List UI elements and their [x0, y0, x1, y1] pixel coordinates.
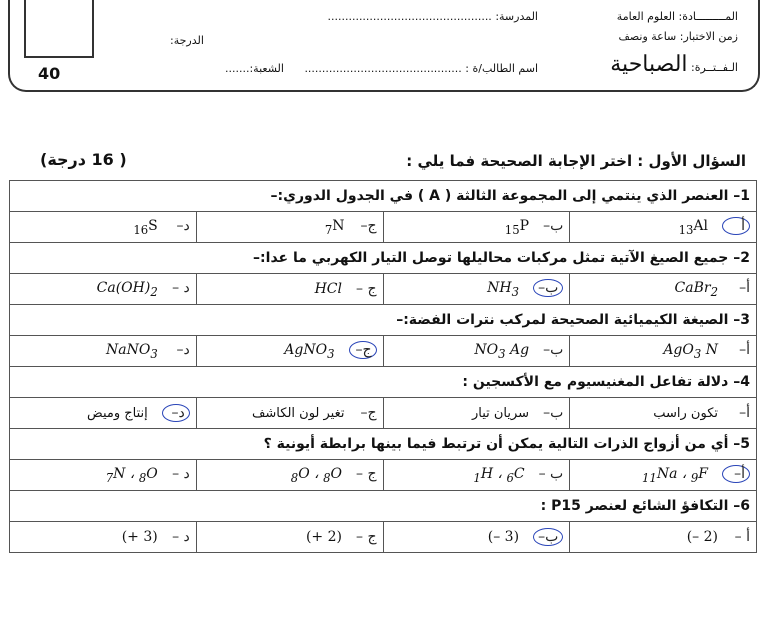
question-row	[10, 305, 757, 336]
option-value: $_7$N ، $_8$O	[105, 465, 158, 485]
duration-label: زمن الاختبار: ساعة ونصف	[618, 30, 738, 43]
option-cell[interactable]	[570, 522, 757, 553]
question-row	[10, 243, 757, 274]
question-stem: 2– جميع الصيغ الآتية تمثل مركبات محاليلها توصل التيار الكهربي ما عدا:–	[10, 243, 757, 274]
option-value: $NO_3$ Ag	[474, 341, 530, 361]
score-box	[24, 0, 94, 58]
circled-answer-letter: أ	[722, 217, 750, 235]
period-value: الصباحية	[610, 52, 688, 77]
circled-answer-letter: أ–	[722, 465, 750, 483]
option-cell[interactable]	[10, 274, 197, 305]
option-cell[interactable]	[10, 336, 197, 367]
option-cell[interactable]	[570, 398, 757, 429]
option-letter: أ–	[739, 341, 750, 358]
school-row	[327, 10, 538, 23]
option-value: AgO$_3$ N	[663, 341, 718, 361]
option-letter: أ–	[739, 279, 750, 296]
option-value: NaNO$_3$	[106, 341, 158, 361]
option-value: $_{16}$S	[133, 217, 158, 237]
question-row	[10, 429, 757, 460]
option-value: (3 –)	[487, 529, 520, 545]
option-cell[interactable]	[10, 212, 197, 243]
option-letter: ج –	[356, 465, 377, 482]
option-cell[interactable]	[196, 398, 383, 429]
options-row	[10, 274, 757, 305]
school-dots: ...............................................	[327, 10, 492, 23]
option-value: $_7$N	[324, 217, 345, 237]
option-value: تغير لون الكاشف	[251, 406, 345, 421]
option-value: $_{11}$Na ، $_9$F	[642, 466, 708, 485]
option-cell[interactable]	[570, 212, 757, 243]
option-cell[interactable]	[570, 336, 757, 367]
options-row	[10, 336, 757, 367]
questions-table	[9, 180, 757, 553]
student-row	[304, 62, 538, 75]
grade-label: الدرجة:	[170, 34, 204, 47]
option-cell[interactable]	[196, 460, 383, 491]
option-cell[interactable]	[10, 398, 197, 429]
option-cell[interactable]	[196, 212, 383, 243]
section-label: الشعبة:.......	[225, 62, 284, 75]
option-letter: ج –	[356, 529, 377, 545]
option-cell[interactable]	[570, 460, 757, 491]
option-cell[interactable]	[383, 336, 570, 367]
option-letter: ج–	[360, 405, 377, 421]
option-letter: د–	[176, 341, 190, 358]
option-cell[interactable]	[383, 398, 570, 429]
period-row	[610, 52, 738, 77]
question-row	[10, 491, 757, 522]
options-row	[10, 460, 757, 491]
option-cell[interactable]	[383, 274, 570, 305]
subject-label: المـــــــــادة: العلوم العامة	[616, 10, 738, 23]
option-letter: د –	[172, 529, 190, 545]
option-cell[interactable]	[10, 522, 197, 553]
student-dots: .............................................	[304, 62, 462, 75]
option-letter: ب–	[543, 217, 564, 234]
question-title: السؤال الأول : اختر الإجابة الصحيحة فما يلي :	[406, 152, 746, 170]
option-value: $_8$O ، $_8$O	[290, 465, 342, 485]
option-letter: ج –	[356, 281, 377, 297]
option-value: (3 +)	[121, 529, 158, 545]
option-cell[interactable]	[383, 522, 570, 553]
school-label: المدرسة:	[495, 10, 538, 23]
option-value: تكون راسب	[653, 406, 718, 421]
question-row	[10, 181, 757, 212]
option-cell[interactable]	[196, 274, 383, 305]
option-letter: ب–	[543, 405, 564, 421]
option-letter: ب–	[543, 341, 564, 358]
option-cell[interactable]	[383, 212, 570, 243]
option-cell[interactable]	[196, 522, 383, 553]
option-value: CaBr$_2$	[674, 279, 718, 299]
option-value: (2 +)	[305, 529, 342, 545]
option-cell[interactable]	[570, 274, 757, 305]
option-value: HCl	[314, 281, 342, 297]
question-stem: 6– التكافؤ الشائع لعنصر P15 :	[10, 491, 757, 522]
question-marks: ( 16 درجة)	[40, 150, 127, 169]
circled-answer-letter: ب–	[533, 279, 563, 297]
option-letter: د –	[172, 279, 190, 296]
option-cell[interactable]	[10, 460, 197, 491]
option-letter: أ –	[734, 529, 750, 545]
question-stem: 4– دلالة تفاعل المغنيسيوم مع الأكسجين :	[10, 367, 757, 398]
circled-answer-letter: ب–	[533, 528, 563, 546]
options-row	[10, 212, 757, 243]
question-stem: 1– العنصر الذي ينتمي إلى المجموعة الثالثة ( A ) في الجدول الدوري:–	[10, 181, 757, 212]
question-row	[10, 367, 757, 398]
option-letter: د –	[172, 465, 190, 482]
option-value: إنتاج وميض	[87, 406, 148, 421]
student-label: اسم الطالب/ة :	[465, 62, 538, 75]
option-letter: ب –	[538, 465, 564, 482]
option-letter: د–	[176, 217, 190, 234]
option-value: سريان تيار	[471, 406, 530, 421]
option-value: $_{13}$Al	[678, 218, 708, 237]
options-row	[10, 398, 757, 429]
option-cell[interactable]	[383, 460, 570, 491]
option-letter: أ–	[739, 405, 750, 421]
option-value: $_{15}$P	[504, 217, 530, 237]
option-value: $_1$H ، $_6$C	[473, 465, 525, 485]
option-value: (2 –)	[686, 529, 718, 545]
circled-answer-letter: ج–	[349, 341, 377, 359]
option-cell[interactable]	[196, 336, 383, 367]
options-row	[10, 522, 757, 553]
option-letter: ج–	[360, 217, 377, 234]
period-label: الـفــتــرة:	[691, 61, 738, 74]
option-value: $Ca(OH)_2$	[96, 279, 158, 299]
question-stem: 3– الصيغة الكيميائية الصحيحة لمركب نترات الفضة:–	[10, 305, 757, 336]
option-value: AgNO$_3$	[284, 342, 335, 361]
option-value: $NH_3$	[487, 280, 520, 299]
total-score: 40	[38, 64, 61, 83]
circled-answer-letter: د–	[162, 404, 190, 422]
question-stem: 5– أي من أزواج الذرات التالية يمكن أن ترتبط فيما بينها برابطة أيونية ؟	[10, 429, 757, 460]
